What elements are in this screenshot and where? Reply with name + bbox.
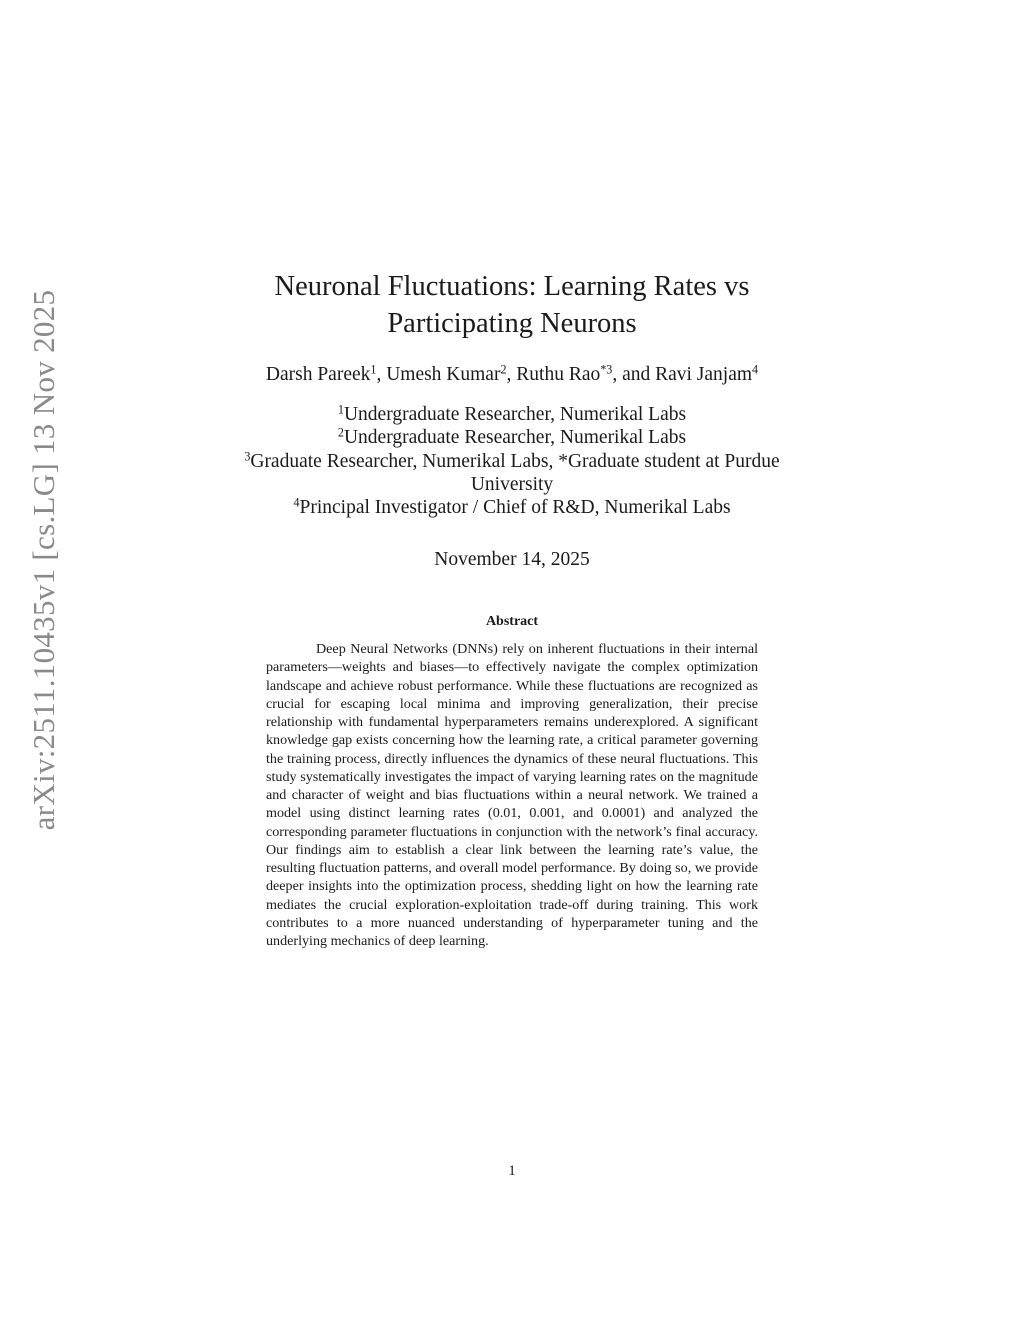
affiliation [212,426,812,449]
affiliation [212,403,812,426]
affiliation-text: Principal Investigator / Chief of R&D, Numerikal Labs [299,497,731,519]
author-affiliation-mark: *3 [600,362,613,377]
author [655,364,758,385]
arxiv-identifier: arXiv:2511.10435v1 [cs.LG] 13 Nov 2025 [26,289,61,831]
author-separator: , and [612,364,656,385]
affiliation-text: Graduate Researcher, Numerikal Labs, *Graduate student at Purdue University [250,450,780,495]
author-name: Umesh Kumar [386,364,501,385]
author-separator: , [376,364,387,385]
paper-title: Neuronal Fluctuations: Learning Rates vs Participating Neurons [274,271,750,339]
affiliation-list [212,403,812,519]
affiliation-text: Undergraduate Researcher, Numerikal Labs [343,427,687,449]
author-affiliation-mark: 1 [370,362,377,377]
affiliation-mark: 2 [337,425,344,440]
affiliation-mark: 1 [337,402,344,417]
page-number: 1 [508,1163,516,1179]
author-affiliation-mark: 2 [500,362,507,377]
abstract-heading: Abstract [485,614,539,629]
author-separator: , [506,364,517,385]
author [266,364,377,385]
affiliation [212,450,812,497]
author-name: Ravi Janjam [655,364,753,385]
affiliation-mark: 3 [244,448,251,463]
publication-date: November 14, 2025 [434,549,590,570]
author-list [162,362,862,388]
affiliation [212,496,812,519]
affiliation-mark: 4 [293,495,300,510]
abstract-body: Deep Neural Networks (DNNs) rely on inherent fluctuations in their internal parameters—weights and biases—to effectively navigate the complex optimization landscape and achieve robust performance. While these fluctuations are recognized as crucial for escaping local minima and improving generalization, their precise relationship with fundamental hyperparameters remains underexplored. A significant knowledge gap exists concerning how the learning rate, a critical parameter governing the training process, directly influences the dynamics of these neural fluctuations. This study systematically investigates the impact of varying learning rates on the magnitude and character of weight and bias fluctuations within a neural network. We trained a model using distinct learning rates (0.01, 0.001, and 0.0001) and analyzed the corresponding parameter fluctuations in conjunction with the network’s final accuracy. Our findings aim to establish a clear link between the learning rate’s value, the resulting fluctuation patterns, and overall model performance. By doing so, we provide deeper insights into the optimization process, shedding light on how the learning rate mediates the crucial exploration-exploitation trade-off during training. This work contributes to a more nuanced understanding of hyperparameter tuning and the underlying mechanics of deep learning. [266,641,758,949]
author-name: Ruthu Rao [516,364,601,385]
author [386,364,506,385]
author [516,364,612,385]
author-affiliation-mark: 4 [752,362,759,377]
affiliation-text: Undergraduate Researcher, Numerikal Labs [343,404,687,425]
author-name: Darsh Pareek [265,364,371,385]
